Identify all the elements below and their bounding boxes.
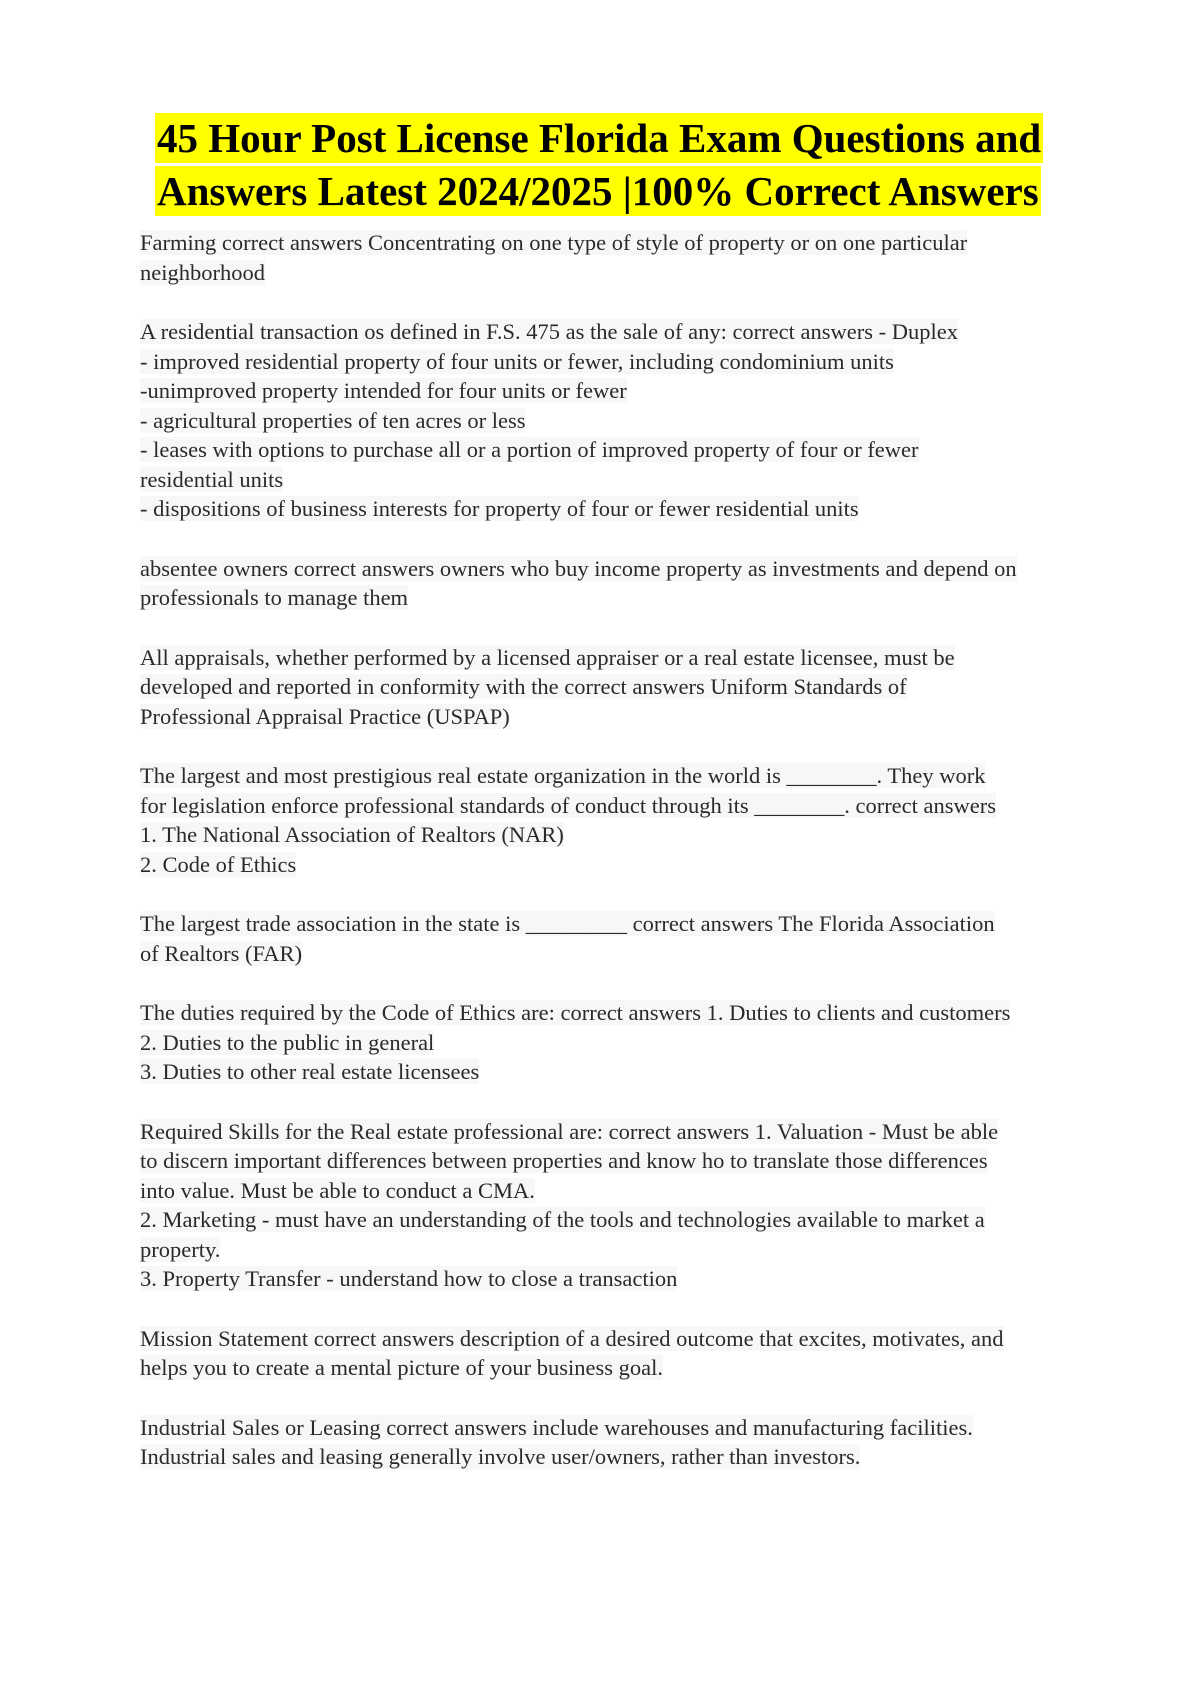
- qa-line: 3. Duties to other real estate licensees: [140, 1059, 480, 1084]
- qa-line: of Realtors (FAR): [140, 940, 303, 966]
- qa-line: Farming correct answers Concentrating on one type of style of property or on one particular: [140, 230, 968, 255]
- qa-line: The largest and most prestigious real estate organization in the world is ________. They work: [140, 763, 986, 788]
- qa-line: All appraisals, whether performed by a licensed appraiser or a real estate licensee, must be: [140, 644, 955, 670]
- title-line-2: Answers Latest 2024/2025 |100% Correct Answers: [157, 168, 1039, 214]
- qa-item-farming: [140, 228, 1070, 287]
- qa-line: helps you to create a mental picture of your business goal.: [140, 1355, 663, 1380]
- qa-line: neighborhood: [140, 259, 265, 285]
- qa-line: Industrial sales and leasing generally involve user/owners, rather than investors.: [140, 1444, 861, 1469]
- qa-line: into value. Must be able to conduct a CMA.: [140, 1177, 535, 1203]
- qa-line: 2. Code of Ethics: [140, 851, 297, 877]
- qa-item-required-skills: [140, 1117, 1070, 1294]
- qa-line: 1. The National Association of Realtors (NAR): [140, 822, 564, 847]
- qa-line: for legislation enforce professional standards of conduct through its ________. correct answers: [140, 792, 997, 818]
- qa-line: - leases with options to purchase all or a portion of improved property of four or fewer: [140, 437, 919, 462]
- qa-line: - agricultural properties of ten acres or less: [140, 407, 526, 433]
- qa-item-absentee-owners: [140, 554, 1070, 613]
- qa-line: A residential transaction os defined in F.S. 475 as the sale of any: correct answers - Duplex: [140, 319, 958, 344]
- qa-item-residential-transaction: [140, 317, 1070, 524]
- qa-item-largest-organization: [140, 761, 1070, 879]
- qa-line: property.: [140, 1236, 221, 1262]
- qa-line: to discern important differences between properties and know ho to translate those differences: [140, 1148, 988, 1173]
- qa-line: -unimproved property intended for four units or fewer: [140, 378, 627, 403]
- qa-line: absentee owners correct answers owners who buy income property as investments and depend on: [140, 555, 1017, 581]
- qa-line: developed and reported in conformity with the correct answers Uniform Standards of: [140, 674, 907, 699]
- qa-item-code-of-ethics-duties: [140, 998, 1070, 1087]
- qa-line: Professional Appraisal Practice (USPAP): [140, 703, 510, 729]
- title-line-1: 45 Hour Post License Florida Exam Questions and: [157, 115, 1042, 161]
- qa-item-mission-statement: [140, 1324, 1070, 1383]
- qa-item-appraisals: [140, 643, 1070, 732]
- qa-line: Required Skills for the Real estate professional are: correct answers 1. Valuation - Must be able: [140, 1118, 999, 1144]
- qa-line: 2. Marketing - must have an understanding of the tools and technologies available to market a: [140, 1207, 985, 1232]
- qa-line: The largest trade association in the state is _________ correct answers The Florida Association: [140, 911, 995, 936]
- qa-item-trade-association: [140, 909, 1070, 968]
- document-title: [155, 112, 1090, 218]
- qa-line: 3. Property Transfer - understand how to close a transaction: [140, 1266, 678, 1291]
- qa-line: 2. Duties to the public in general: [140, 1029, 435, 1055]
- qa-line: professionals to manage them: [140, 585, 409, 610]
- qa-list: [140, 228, 1070, 1502]
- qa-line: - dispositions of business interests for property of four or fewer residential units: [140, 496, 859, 521]
- qa-line: Industrial Sales or Leasing correct answers include warehouses and manufacturing facilities.: [140, 1414, 973, 1440]
- qa-line: Mission Statement correct answers description of a desired outcome that excites, motivates, and: [140, 1325, 1004, 1351]
- qa-line: residential units: [140, 466, 284, 492]
- qa-line: - improved residential property of four units or fewer, including condominium units: [140, 348, 894, 374]
- qa-item-industrial-sales: [140, 1413, 1070, 1472]
- qa-line: The duties required by the Code of Ethics are: correct answers 1. Duties to clients and customers: [140, 1000, 1011, 1025]
